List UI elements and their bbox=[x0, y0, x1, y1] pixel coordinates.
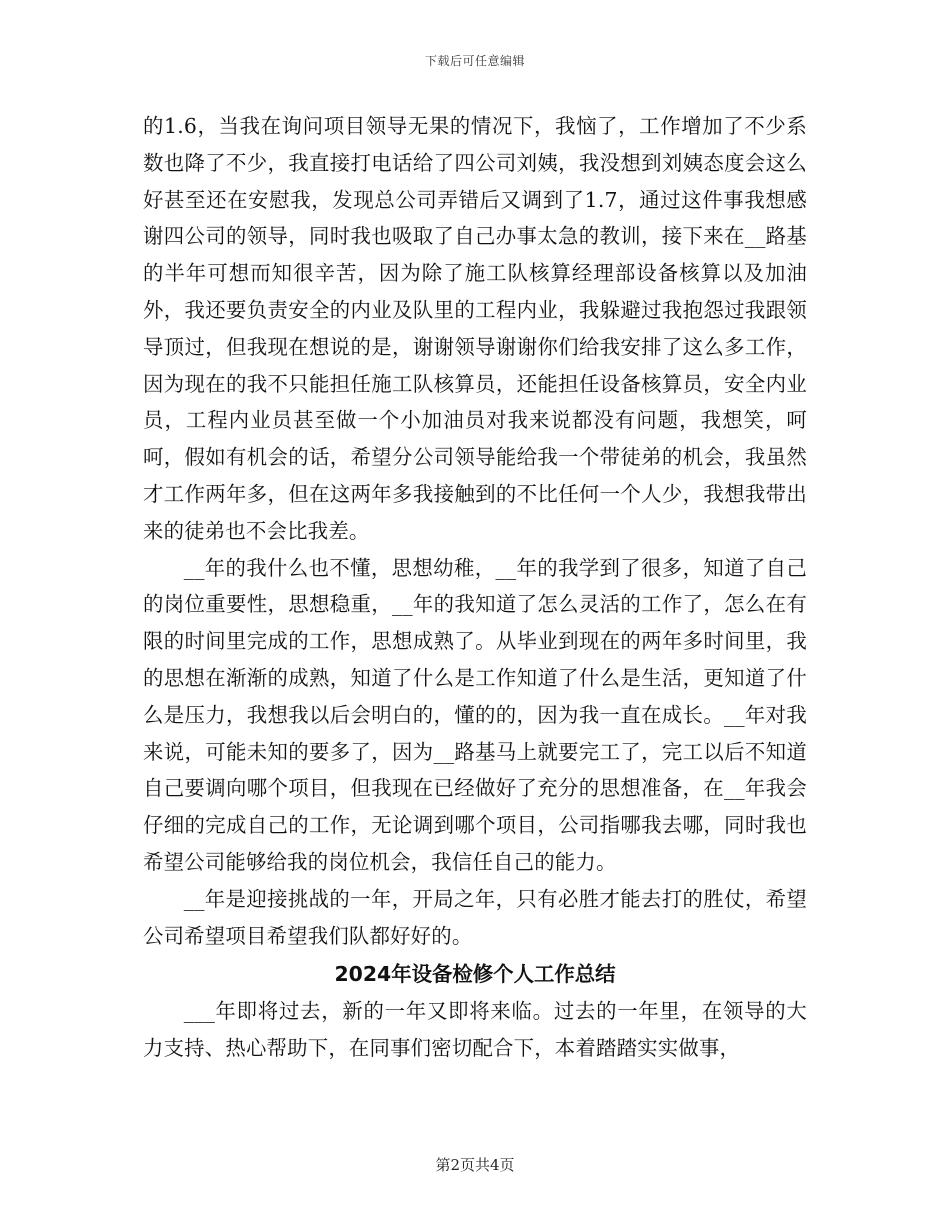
paragraph-growth: __年的我什么也不懂，思想幼稚，__年的我学到了很多，知道了自己的岗位重要性，思想稳重，__年的我知道了怎么灵活的工作了，怎么在有限的时间里完成的工作，思想成熟了。从毕业到现在的两年多时间里，我的思想在渐渐的成熟，知道了什么是工作知道了什么是生活，更知道了什么是压力，我想我以后会明白的，懂的的，因为我一直在成长。__年对我来说，可能未知的要多了，因为__路基马上就要完工了，完工以后不知道自己要调向哪个项目，但我现在已经做好了充分的思想准备，在__年我会仔细的完成自己的工作，无论调到哪个项目，公司指哪我去哪，同时我也希望公司能够给我的岗位机会，我信任自己的能力。 bbox=[143, 555, 807, 874]
page-footer: 第2页共4页 bbox=[435, 1156, 515, 1174]
paragraph-summary-intro: ___年即将过去，新的一年又即将来临。过去的一年里，在领导的大力支持、热心帮助下，在同事们密切配合下，本着踏踏实实做事， bbox=[143, 999, 807, 1060]
section-title: 2024年设备检修个人工作总结 bbox=[334, 962, 616, 987]
page-header: 下载后可任意编辑 bbox=[424, 54, 525, 68]
paragraph-challenge: __年是迎接挑战的一年，开局之年，只有必胜才能去打的胜仗，希望公司希望项目希望我们队都好好的。 bbox=[143, 886, 807, 948]
paragraph-continuation: 的1.6，当我在询问项目领导无果的情况下，我恼了，工作增加了不少系数也降了不少，我直接打电话给了四公司刘姨，我没想到刘姨态度会这么好甚至还在安慰我，发现总公司弄错后又调到了1.7，通过这件事我想感谢四公司的领导，同时我也吸取了自己办事太急的教训，接下来在__路基的半年可想而知很辛苦，因为除了施工队核算经理部设备核算以及加油外，我还要负责安全的内业及队里的工程内业，我躲避过我抱怨过我跟领导顶过，但我现在想说的是，谢谢领导谢谢你们给我安排了这么多工作，因为现在的我不只能担任施工队核算员，还能担任设备核算员，安全内业员，工程内业员甚至做一个小加油员对我来说都没有问题，我想笑，呵呵，假如有机会的话，希望分公司领导能给我一个带徒弟的机会，我虽然才工作两年多，但在这两年多我接触到的不比任何一个人少，我想我带出来的徒弟也不会比我差。 bbox=[143, 114, 807, 543]
document-body bbox=[143, 108, 807, 1067]
